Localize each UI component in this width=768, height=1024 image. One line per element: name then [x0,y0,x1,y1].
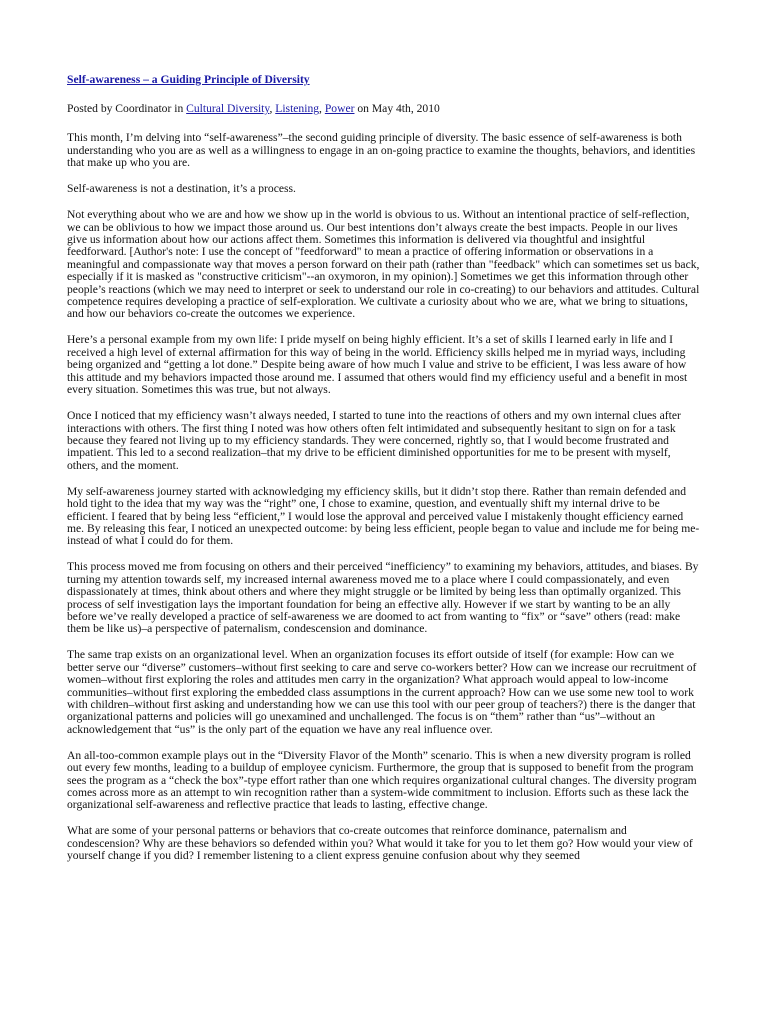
body-paragraph: The same trap exists on an organizational level. When an organization focuses its effort outside of itself (for example: How can we better serve our “diverse” customers–without first seeking to care and serve co-workers better? How can we increase our recruitment of women–without first exploring the roles and attitudes men carry in the organization? What approach would appeal to low-income communities–without first exploring the embedded class assumptions in the current approach? How can we use some new tool to work with children–without first asking and understanding how we can use this tool with our peer group of teachers?) there is the danger that organizational patterns and policies will go unexamined and unchallenged. The focus is on “them” rather than “us”–without an acknowledgement that “us” is the only part of the equation we have any real influence over. [67,648,697,736]
body-paragraph: Not everything about who we are and how we show up in the world is obvious to us. Without an intentional practice of self-reflection, we can be oblivious to how we impact those around us. Our best intentions don’t always create the best impacts. People in our lives give us information about how our actions affect them. Sometimes this information is delivered via thoughtful and insightful feedforward. [Author's note: I use the concept of "feedforward" to mean a practice of offering information or observations in a meaningful and compassionate way that moves a person forward on their path (rather than "feedback" which can sometimes set us back, especially if it is masked as "constructive criticism"--an oxymoron, in my opinion).] Sometimes we get this information through other people’s reactions (which we may need to interpret or seek to understand our role in co-creating) to our behaviors and attitudes. Cultural competence requires developing a practice of self-exploration. We cultivate a curiosity about who we are, what we bring to situations, and how our behaviors co-create the outcomes we experience. [67,208,700,321]
body-paragraph: Self-awareness is not a destination, it’s a process. [67,182,296,196]
body-paragraph: What are some of your personal patterns or behaviors that co-create outcomes that reinforce dominance, paternalism and condescension? Why are these behaviors so defended within you? What would it take for you to let them go? How would your view of yourself change if you did? I remember listening to a client express genuine confusion about why they seemed [67,824,693,863]
blog-post [67,73,700,876]
body-paragraph: Once I noticed that my efficiency wasn’t always needed, I started to tune into the reactions of others and my own internal clues after interactions with others. The first thing I noted was how others often felt intimidated and subsequently hesitant to sign on for a task because they feared not living up to my efficiency standards. They were concerned, rightly so, that I would become frustrated and impatient. This led to a second realization–that my drive to be efficient diminished opportunities for me to be present with myself, others, and the moment. [67,409,681,472]
body-paragraph: This process moved me from focusing on others and their perceived “inefficiency” to examining my behaviors, attitudes, and biases. By turning my attention towards self, my increased internal awareness moved me to a place where I could compassionately, and even dispassionately at times, think about others and where they might struggle or be limited by being less than optimally organized. This process of self investigation lays the important foundation for being an effective ally. However if we start by wanting to be an ally before we’ve really developed a practice of self-awareness we are doomed to act from wanting to “fix” or “save” others (read: make them be like us)–a perspective of paternalism, condescension and dominance. [67,560,699,636]
body-paragraph: Here’s a personal example from my own life: I pride myself on being highly efficient. It’s a set of skills I learned early in life and I received a high level of external affirmation for this way of being in the world. Efficiency skills helped me in myriad ways, including being organized and “getting a lot done.” Despite being aware of how much I value and strive to be efficient, I was less aware of how this attitude and my behaviors impacted those around me. I assumed that others would find my efficiency useful and a benefit in most every situation. Sometimes this was true, but not always. [67,333,688,397]
category-link-listening[interactable]: Listening [275,102,320,115]
category-link-cultural-diversity[interactable]: Cultural Diversity [186,102,270,115]
category-separator: , [319,102,325,115]
category-link-power[interactable]: Power [324,102,355,115]
post-meta-date: on May 4th, 2010 [354,102,440,115]
body-paragraph: An all-too-common example plays out in the “Diversity Flavor of the Month” scenario. This is when a new diversity program is rolled out every few months, leading to a buildup of employee cynicism. Furthermore, the group that is supposed to benefit from the program sees the program as a “check the box”-type effort rather than one which requires organizational cultural changes. The diversity program comes across more as an attempt to win recognition rather than a system-wide commitment to inclusion. Efforts such as these lack the organizational self-awareness and reflective practice that leads to lasting, effective change. [67,748,697,812]
post-body [67,132,700,862]
post-meta-prefix: Posted by Coordinator in [67,102,187,115]
body-paragraph: This month, I’m delving into “self-awareness”–the second guiding principle of diversity. The basic essence of self-awareness is both understanding who you are as well as a willingness to engage in an on-going practice to examine the thoughts, behaviors, and identities that make up who you are. [67,131,696,170]
post-meta [67,103,700,115]
body-paragraph: My self-awareness journey started with acknowledging my efficiency skills, but it didn’t stop there. Rather than remain defended and hold tight to the idea that my way was the “right” one, I chose to examine, question, and eventually shift my internal drive to be efficient. I feared that by being less “efficient,” I would lose the approval and perceived value I mistakenly thought efficiency earned me. By releasing this fear, I noticed an unexpected outcome: by being less efficient, people began to value and include me for being me-instead of what I could do for them. [67,484,700,548]
post-title-link[interactable]: Self-awareness – a Guiding Principle of Diversity [67,73,310,86]
category-separator: , [269,102,276,115]
